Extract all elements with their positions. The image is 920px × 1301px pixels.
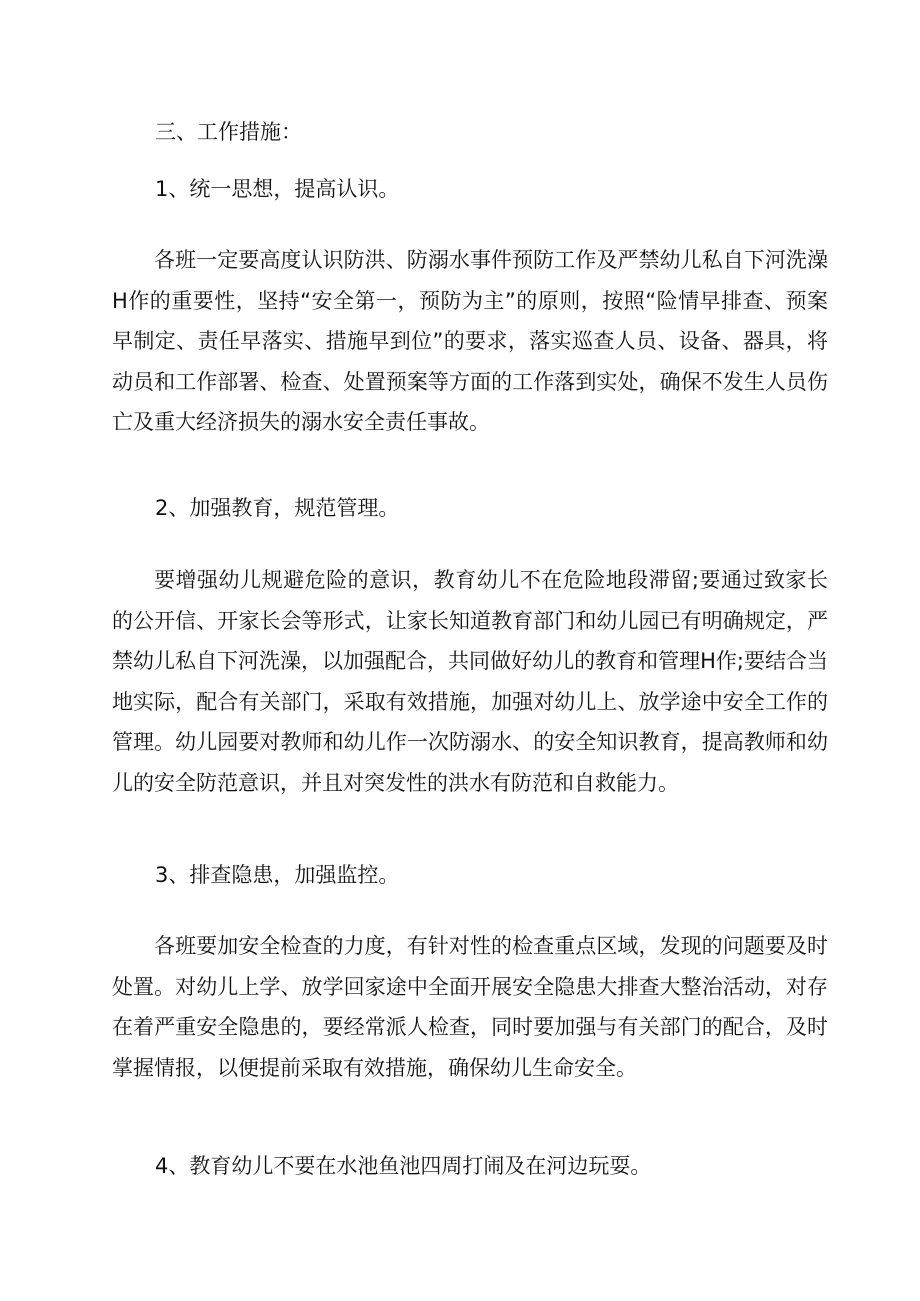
item-2-paragraph: 要增强幼儿规避危险的意识，教育幼儿不在危险地段滞留;要通过致家长的公开信、开家长会等形式，让家长知道教育部门和幼儿园已有明确规定，严禁幼儿私自下河洗澡，以加强配合，共同做好幼儿的教育和管理H作;要结合当地实际，配合有关部门，采取有效措施，加强对幼儿上、放学途中安全工作的管理。幼儿园要对教师和幼儿作一次防溺水、的安全知识教育，提高教师和幼儿的安全防范意识，并且对突发性的洪水有防范和自救能力。 — [112, 568, 828, 795]
item-2-heading: 2、加强教育，规范管理。 — [155, 496, 400, 520]
item-3-paragraph: 各班要加安全检查的力度，有针对性的检查重点区域，发现的问题要及时处置。对幼儿上学、放学回家途中全面开展安全隐患大排查大整治活动，对存在着严重安全隐患的，要经常派人检查，同时要加强与有关部门的配合，及时掌握情报，以便提前采取有效措施，确保幼儿生命安全。 — [112, 934, 828, 1080]
item-1-paragraph: 各班一定要高度认识防洪、防溺水事件预防工作及严禁幼儿私自下河洗澡H作的重要性，坚持“安全第一，预防为主”的原则，按照“险情早排查、预案早制定、责任早落实、措施早到位”的要求，落实巡查人员、设备、器具，将动员和工作部署、检查、处置预案等方面的工作落到实处，确保不发生人员伤亡及重大经济损失的溺水安全责任事故。 — [112, 248, 828, 434]
item-3-heading: 3、排查隐患，加强监控。 — [155, 863, 400, 887]
item-4-heading: 4、教育幼儿不要在水池鱼池四周打闹及在河边玩耍。 — [155, 1154, 652, 1178]
item-1-heading: 1、统一思想，提高认识。 — [155, 177, 400, 201]
section-title: 三、工作措施： — [155, 120, 302, 144]
